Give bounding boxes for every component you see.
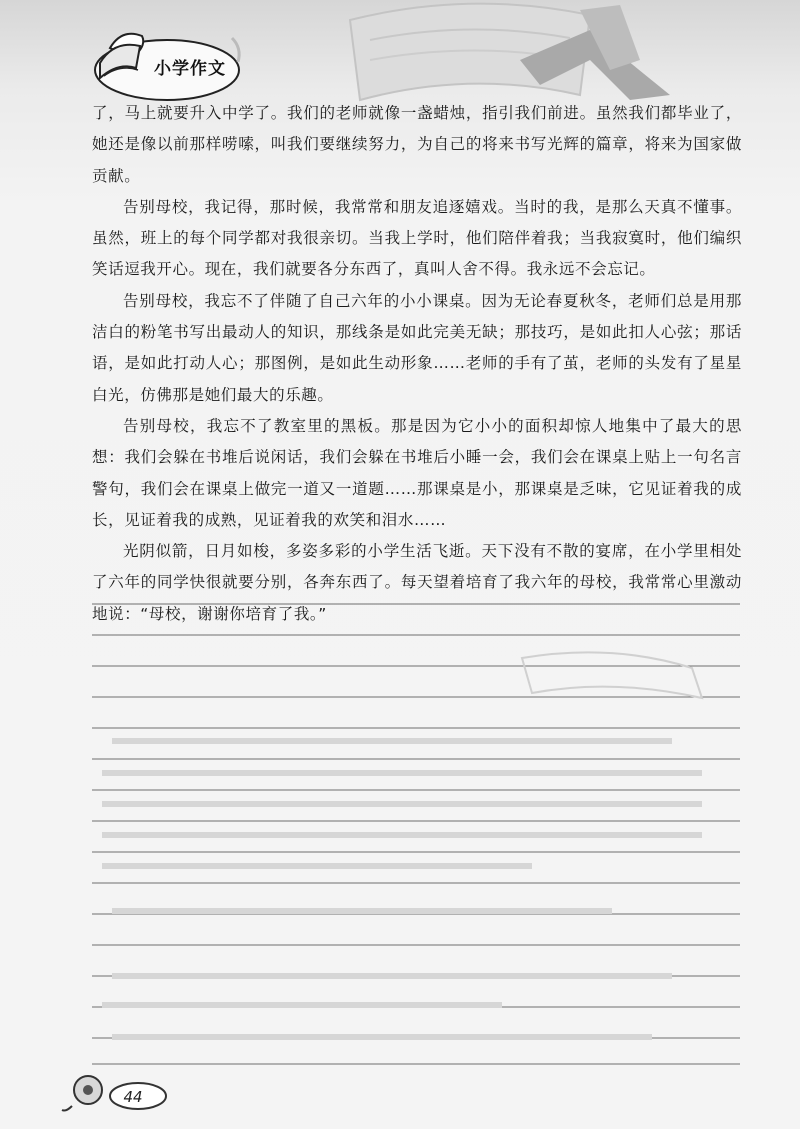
ribbon-decoration [520,0,680,110]
essay-paragraph: 了，马上就要升入中学了。我们的老师就像一盏蜡烛，指引我们前进。虽然我们都毕业了，她还是像以前那样唠嗦，叫我们要继续努力，为自己的将来书写光辉的篇章，将来为国家做贡献。 [92,104,742,185]
page-number: 44 [123,1088,143,1106]
essay-paragraph: 告别母校，我记得，那时候，我常常和朋友追逐嬉戏。当时的我，是那么天真不懂事。虽然，班上的每个同学都对我很亲切。当我上学时，他们陪伴着我；当我寂寞时，他们编织笑话逗我开心。现在，我们就要各分东西了，真叫人舍不得。我永远不会忘记。 [92,197,742,279]
book-series-title: 小学作文 [154,59,226,79]
writing-lines [92,598,740,1068]
essay-paragraph: 告别母校，我忘不了教室里的黑板。那是因为它小小的面积却惊人地集中了最大的思想：我们会躲在书堆后说闲话，我们会躲在书堆后小睡一会，我们会在课桌上贴上一句名言警句，我们会在课桌上做完一道又一道题……那课桌是小，那课桌是乏味，它见证着我的成长，见证着我的成熟，见证着我的欢笑和泪水…… [92,416,742,529]
essay-paragraph: 光阴似箭，日月如梭，多姿多彩的小学生活飞逝。天下没有不散的宴席，在小学里相处了六年的同学快很就要分别，各奔东西了。每天望着培育了我六年的母校，我常常心里激动地说：“母校，谢谢你培育了我。” [92,542,742,623]
essay-body [92,98,742,630]
essay-paragraph: 告别母校，我忘不了伴随了自己六年的小小课桌。因为无论春夏秋冬，老师们总是用那洁白的粉笔书写出最动人的知识，那线条是如此完美无缺；那技巧，是如此扣人心弦；那话语，是如此打动人心；那图例，是如此生动形象……老师的手有了茧，老师的头发有了星星白光，仿佛那是她们最大的乐趣。 [92,291,742,404]
footer-flower-decoration [60,1066,170,1116]
